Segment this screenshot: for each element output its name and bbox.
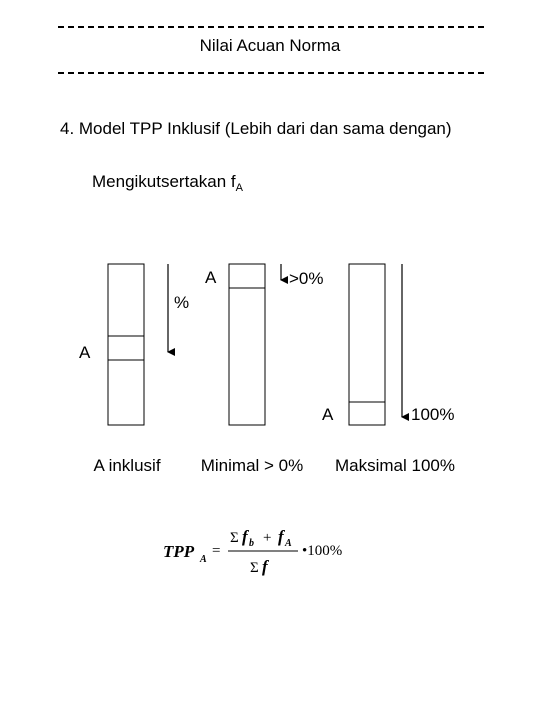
- formula-lhs-subscript: A: [200, 554, 207, 565]
- caption-inklusif: A inklusif: [93, 456, 161, 475]
- subheading-text: Mengikutsertakan f: [92, 172, 236, 191]
- bar-minimal: [205, 264, 324, 425]
- bar-outline: [349, 264, 385, 425]
- bar-maksimal: [322, 264, 454, 425]
- denominator-f: f: [262, 557, 268, 576]
- numerator-sigma: Σ: [230, 530, 239, 546]
- formula-multiplier: •100%: [302, 543, 343, 559]
- caption-minimal: Minimal > 0%: [200, 456, 304, 475]
- arrow-label: >0%: [289, 269, 324, 288]
- denominator-sigma: Σ: [250, 560, 259, 576]
- segment-marker: A: [79, 343, 91, 362]
- segment-marker: A: [205, 268, 217, 287]
- arrow-label: %: [174, 293, 190, 312]
- page-title: Nilai Acuan Norma: [199, 36, 341, 55]
- subheading-subscript: A: [235, 182, 243, 194]
- section-heading: 4. Model TPP Inklusif (Lebih dari dan sama dengan): [60, 119, 452, 138]
- formula-equals: =: [212, 543, 221, 559]
- bar-outline: [108, 264, 144, 425]
- caption-maksimal: Maksimal 100%: [335, 456, 455, 475]
- formula-lhs: TPP: [163, 542, 195, 561]
- numerator-plus: +: [263, 530, 272, 546]
- numerator-f-a-subscript: A: [285, 538, 292, 549]
- bar-inklusif: [79, 264, 189, 425]
- segment-marker: A: [322, 405, 334, 424]
- numerator-f-a: f: [278, 527, 284, 546]
- numerator-f-b-subscript: b: [249, 538, 254, 549]
- tpp-formula: [160, 522, 380, 584]
- arrow-label: 100%: [411, 405, 455, 424]
- numerator-f-b: f: [242, 527, 248, 546]
